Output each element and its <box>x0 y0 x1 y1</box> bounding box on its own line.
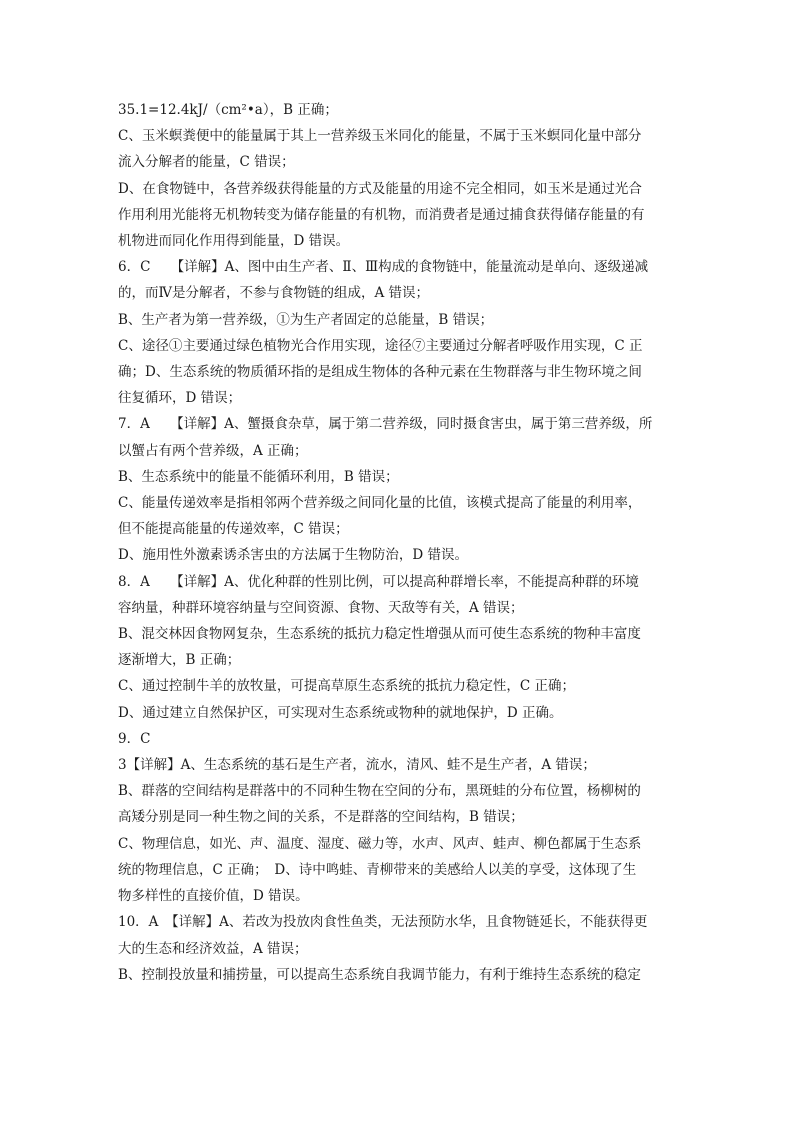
text-line: 作用利用光能将无机物转变为储存能量的有机物，而消费者是通过捕食获得储存能量的有 <box>118 206 645 223</box>
text-line: D、施用性外激素诱杀害虫的方法属于生物防治，D 错误。 <box>118 547 468 564</box>
text-line: 逐渐增大，B 正确； <box>118 652 241 669</box>
text-line: 6．C 【详解】A、图中由生产者、Ⅱ、Ⅲ构成的食物链中，能量流动是单向、逐级递减 <box>118 259 649 276</box>
text-line: 确；D、生态系统的物质循环指的是组成生物体的各种元素在生物群落与非生物环境之间 <box>118 364 642 381</box>
text-line: B、群落的空间结构是群落中的不同种生物在空间的分布，黑斑蛙的分布位置，杨柳树的 <box>118 783 641 800</box>
text-line: 容纳量，种群环境容纳量与空间资源、食物、天敌等有关，A 错误； <box>118 599 524 616</box>
text-line: 以蟹占有两个营养级，A 正确； <box>118 442 308 459</box>
text-line: B、控制投放量和捕捞量，可以提高生态系统自我调节能力，有利于维持生态系统的稳定 <box>118 966 641 983</box>
text-line: 7．A 【详解】A、蟹摄食杂草，属于第二营养级，同时摄食害虫，属于第三营养级，所 <box>118 416 653 433</box>
text-line: B、生产者为第一营养级，①为生产者固定的总能量，B 错误； <box>118 311 494 328</box>
text-line: B、生态系统中的能量不能循环利用，B 错误； <box>118 468 399 485</box>
text-line: 9．C <box>118 730 151 747</box>
text-line: 高矮分别是同一种生物之间的关系，不是群落的空间结构，B 错误； <box>118 809 524 826</box>
text-line: 8．A 【详解】A、优化种群的性别比例，可以提高种群增长率，不能提高种群的环境 <box>118 573 639 590</box>
text-line: 统的物理信息，C 正确； D、诗中鸣蛙、青柳带来的美感给人以美的享受，这体现了生 <box>118 861 637 878</box>
text-line: 物多样性的直接价值，D 错误。 <box>118 888 309 905</box>
text-line: C、通过控制牛羊的放牧量，可提高草原生态系统的抵抗力稳定性，C 正确； <box>118 678 575 695</box>
text-line: B、混交林因食物网复杂，生态系统的抵抗力稳定性增强从而可使生态系统的物种丰富度 <box>118 626 641 643</box>
text-line: 机物进而同化作用得到能量，D 错误。 <box>118 233 350 250</box>
text-line: D、在食物链中，各营养级获得能量的方式及能量的用途不完全相同，如玉米是通过光合 <box>118 180 642 197</box>
text-line: C、物理信息，如光、声、温度、湿度、磁力等，水声、风声、蛙声、柳色都属于生态系 <box>118 835 642 852</box>
text-line: 流入分解者的能量，C 错误； <box>118 154 295 171</box>
text-line: 但不能提高能量的传递效率，C 错误； <box>118 521 349 538</box>
text-line: 大的生态和经济效益，A 错误； <box>118 940 308 957</box>
text-line: C、玉米螟粪便中的能量属于其上一营养级玉米同化的能量，不属于玉米螟同化量中部分 <box>118 128 642 145</box>
text-line: 往复循环，D 错误； <box>118 390 242 407</box>
text-line: 35.1=12.4kJ/（cm²•a），B 正确； <box>118 102 338 118</box>
text-line: 的，而Ⅳ是分解者，不参与食物链的组成，A 错误； <box>118 285 430 302</box>
text-line: 3【详解】A、生态系统的基石是生产者，流水，清风、蛙不是生产者，A 错误； <box>118 757 596 774</box>
text-line: C、能量传递效率是指相邻两个营养级之间同化量的比值，该模式提高了能量的利用率， <box>118 495 642 512</box>
text-line: D、通过建立自然保护区，可实现对生态系统或物种的就地保护，D 正确。 <box>118 704 563 721</box>
text-line: C、途径①主要通过绿色植物光合作用实现，途径⑦主要通过分解者呼吸作用实现，C 正 <box>118 337 643 354</box>
text-line: 10．A 【详解】A、若改为投放肉食性鱼类，无法预防水华，且食物链延长，不能获得更 <box>118 914 648 931</box>
